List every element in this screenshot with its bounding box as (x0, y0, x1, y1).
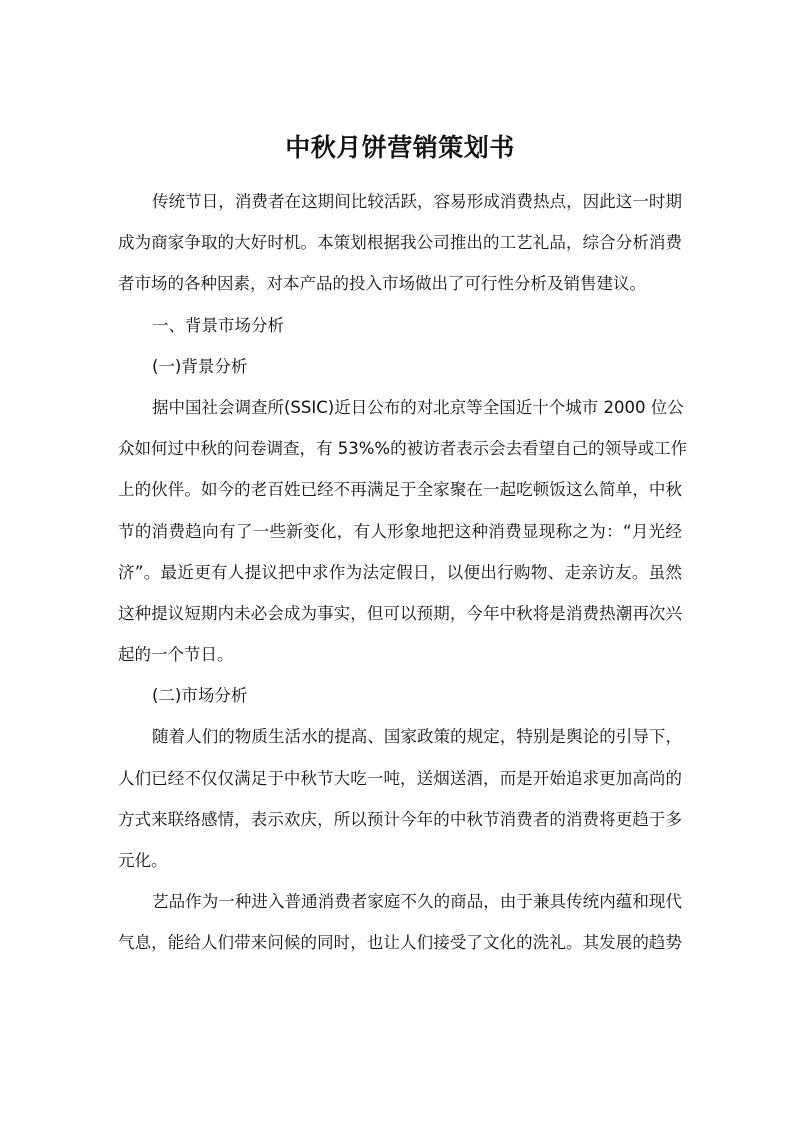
paragraph-line: 方式来联络感情，表示欢庆，所以预计今年的中秋节消费者的消费将更趋于多 (118, 809, 682, 829)
paragraph-line: 者市场的各种因素，对本产品的投入市场做出了可行性分析及销售建议。 (118, 274, 646, 294)
paragraph-line: 据中国社会调查所(SSIC)近日公布的对北京等全国近十个城市 2000 位公 (152, 397, 684, 417)
subsection-heading: (一)背景分析 (152, 356, 248, 376)
paragraph-line: 上的伙伴。如今的老百姓已经不再满足于全家聚在一起吃顿饭这么简单，中秋 (118, 480, 682, 500)
document-body (118, 181, 688, 964)
paragraph-line: 随着人们的物质生活水的提高、国家政策的规定，特别是舆论的引导下， (152, 727, 682, 747)
subsection-heading: (二)市场分析 (152, 686, 248, 706)
paragraph-line: 气息，能给人们带来问候的同时，也让人们接受了文化的洗礼。其发展的趋势 (118, 933, 682, 953)
paragraph-line: 济”。最近更有人提议把中求作为法定假日，以便出行购物、走亲访友。虽然 (118, 562, 682, 582)
paragraph-line: 起的一个节日。 (118, 645, 234, 665)
paragraph-line: 艺品作为一种进入普通消费者家庭不久的商品，由于兼具传统内蕴和现代 (152, 892, 682, 912)
paragraph-line: 元化。 (118, 851, 168, 870)
section-heading: 一、背景市场分析 (152, 315, 284, 335)
document-title: 中秋月饼营销策划书 (285, 133, 515, 162)
paragraph-line: 人们已经不仅仅满足于中秋节大吃一吨，送烟送酒，而是开始追求更加高尚的 (118, 768, 682, 788)
paragraph-line: 成为商家争取的大好时机。本策划根据我公司推出的工艺礼品，综合分析消费 (118, 233, 682, 253)
paragraph-line: 众如何过中秋的问卷调查，有 53%%的被访者表示会去看望自己的领导或工作 (118, 439, 688, 459)
paragraph-line: 传统节日，消费者在这期间比较活跃，容易形成消费热点，因此这一时期 (152, 192, 682, 211)
paragraph-line: 这种提议短期内未必会成为事实，但可以预期，今年中秋将是消费热潮再次兴 (118, 603, 682, 623)
paragraph-line: 节的消费趋向有了一些新变化，有人形象地把这种消费显现称之为：“月光经 (118, 521, 682, 541)
